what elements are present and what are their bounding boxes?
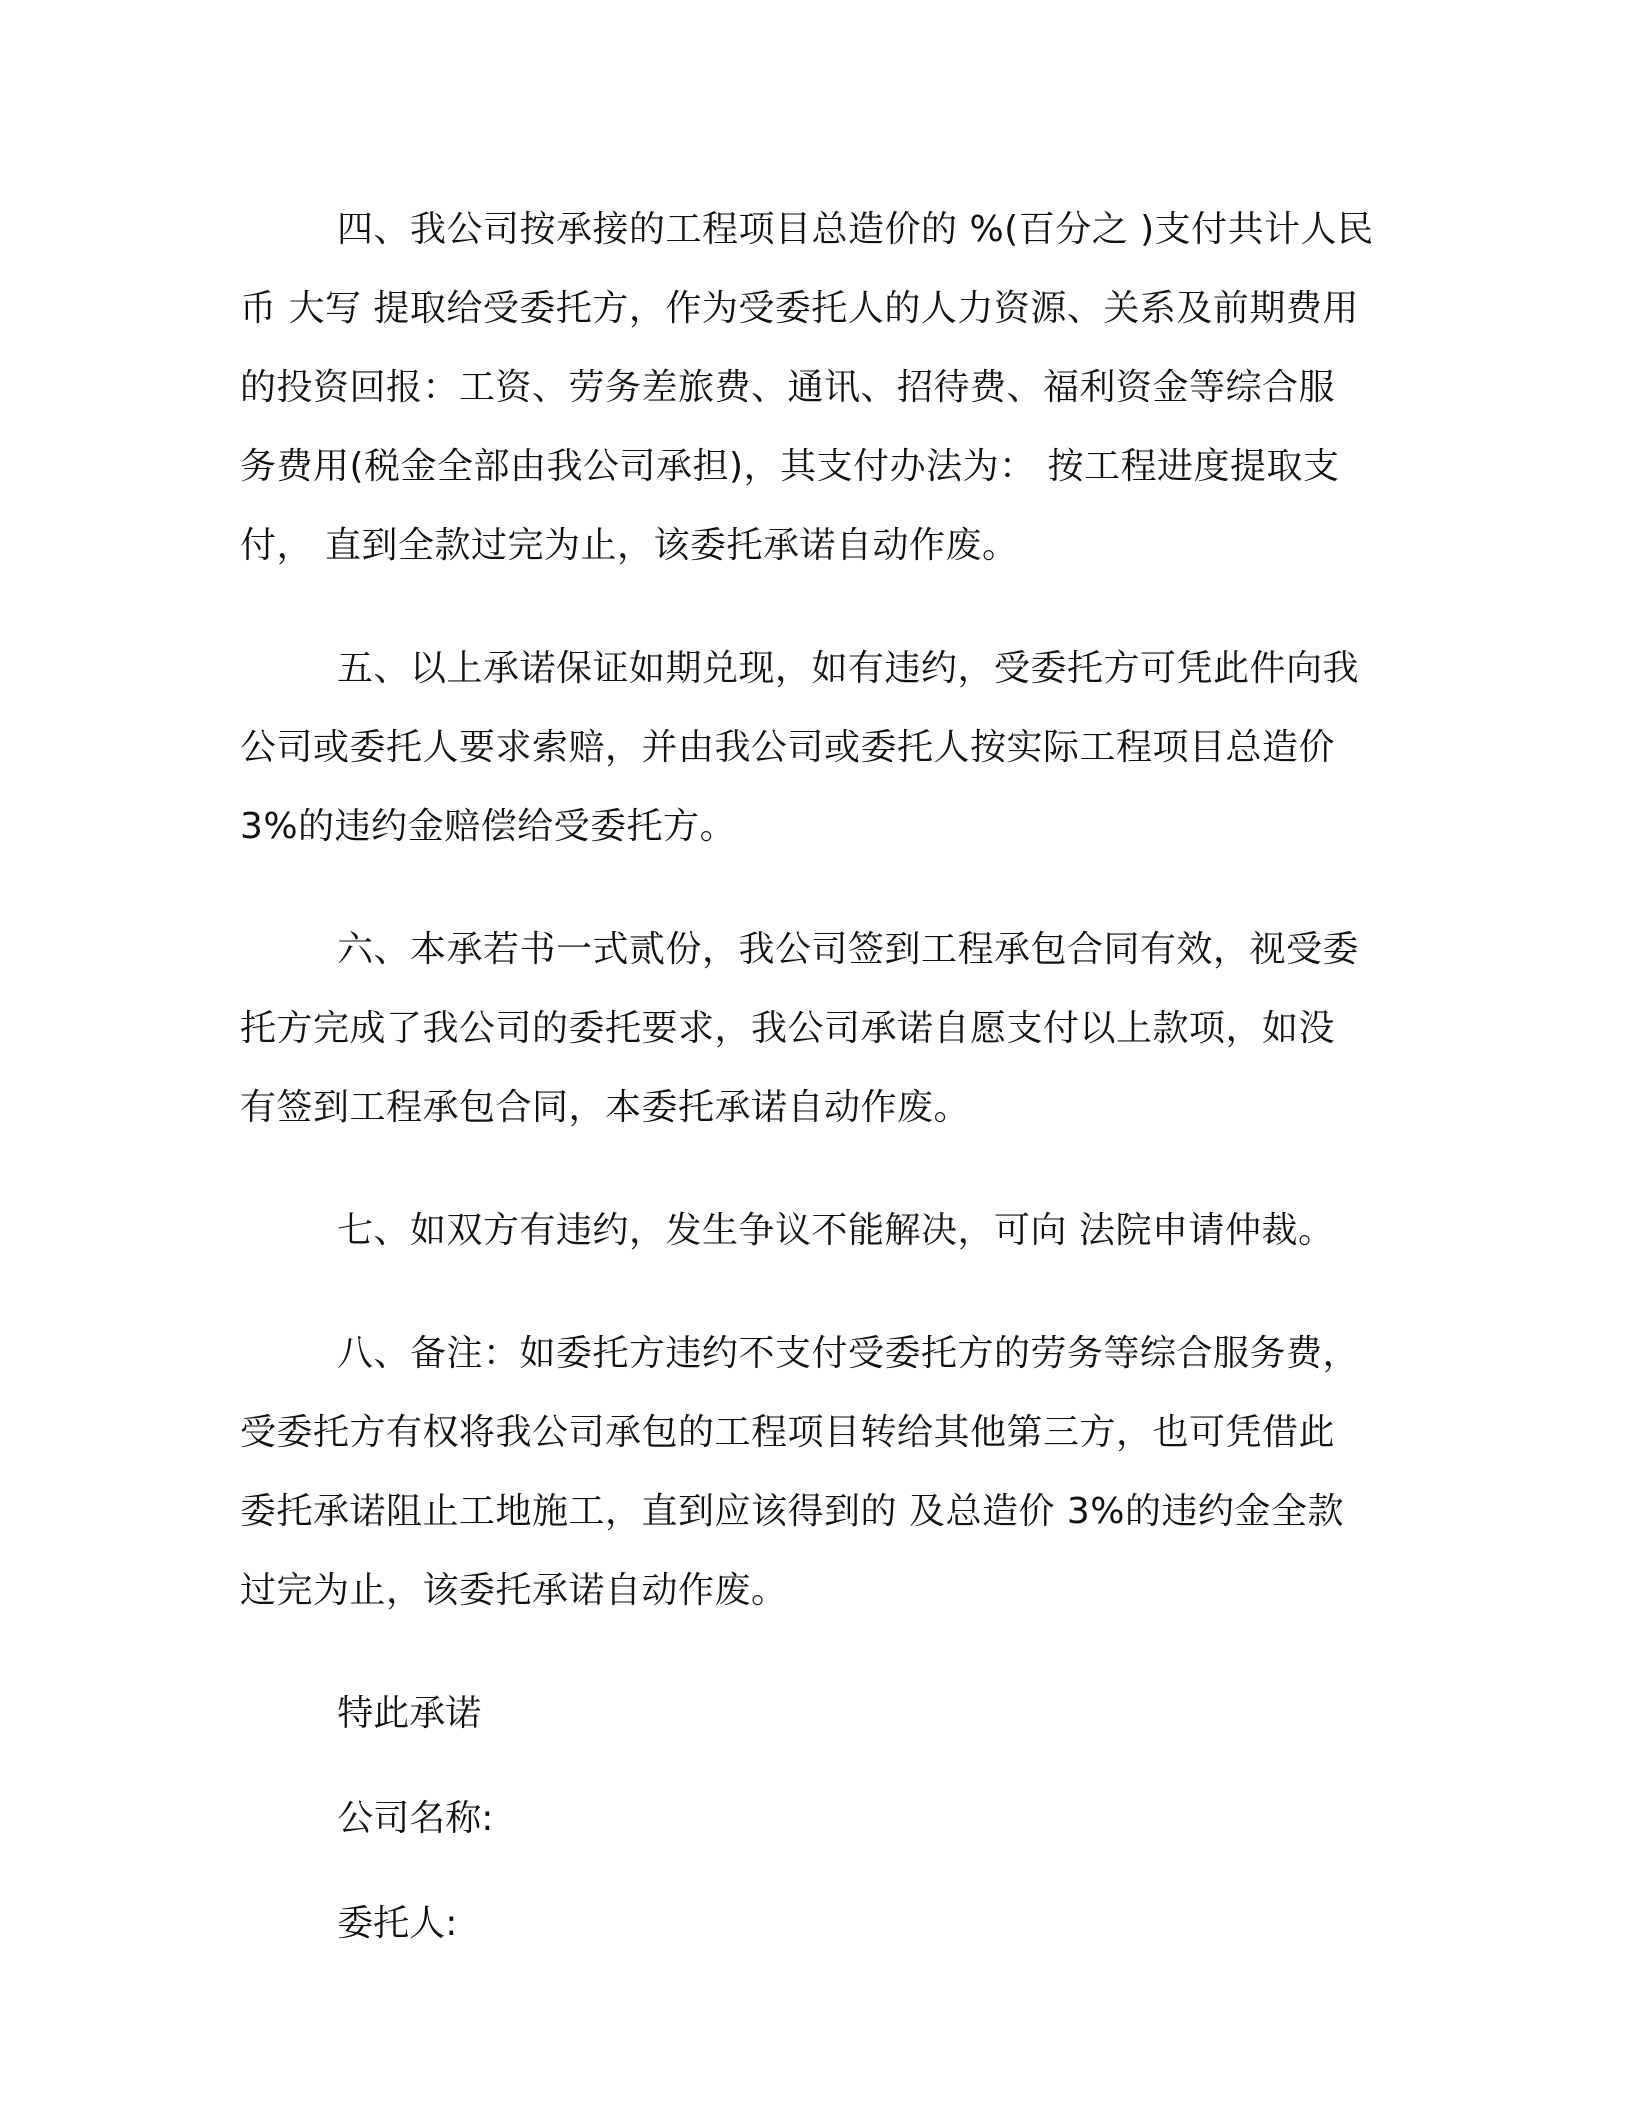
- paragraph-line: 过完为止，该委托承诺自动作废。: [240, 1570, 788, 1611]
- paragraph-line: 托方完成了我公司的委托要求，我公司承诺自愿支付以上款项，如没: [240, 1008, 1336, 1049]
- paragraph-line: 受委托方有权将我公司承包的工程项目转给其他第三方，也可凭借此: [240, 1412, 1336, 1453]
- paragraph-line: 五、以上承诺保证如期兑现，如有违约，受委托方可凭此件向我: [337, 648, 1360, 689]
- paragraph-line: 付， 直到全款过完为止，该委托承诺自动作废。: [240, 525, 1019, 566]
- paragraph-line: 务费用(税金全部由我公司承担)，其支付办法为： 按工程进度提取支: [240, 446, 1340, 487]
- paragraph-line: 公司或委托人要求索赔，并由我公司或委托人按实际工程项目总造价: [240, 727, 1336, 768]
- spacer: [240, 1753, 1390, 1779]
- paragraph-7: [240, 1191, 1390, 1270]
- company-name-label: 公司名称:: [337, 1798, 494, 1839]
- spacer: [240, 1858, 1390, 1884]
- paragraph-6: [240, 910, 1390, 1147]
- paragraph-line: 八、备注：如委托方违约不支付受委托方的劳务等综合服务费，: [337, 1333, 1360, 1374]
- paragraph-5: [240, 629, 1390, 866]
- closing-statement: 特此承诺: [337, 1693, 482, 1734]
- paragraph-line: 币 大写 提取给受委托方，作为受委托人的人力资源、关系及前期费用: [240, 288, 1359, 329]
- paragraph-line: 委托承诺阻止工地施工，直到应该得到的 及总造价 3%的违约金全款: [240, 1491, 1344, 1532]
- document-body: [240, 190, 1390, 1963]
- paragraph-line: 3%的违约金赔偿给受委托方。: [240, 806, 737, 847]
- paragraph-line: 有签到工程承包合同，本委托承诺自动作废。: [240, 1087, 971, 1128]
- paragraph-line: 四、我公司按承接的工程项目总造价的 %(百分之 )支付共计人民: [337, 209, 1374, 250]
- paragraph-line: 六、本承若书一式贰份，我公司签到工程承包合同有效，视受委: [337, 929, 1360, 970]
- principal-label: 委托人:: [337, 1903, 458, 1944]
- paragraph-8: [240, 1314, 1390, 1630]
- paragraph-4: [240, 190, 1390, 585]
- paragraph-line: 七、如双方有违约，发生争议不能解决，可向 法院申请仲裁。: [337, 1210, 1335, 1251]
- paragraph-line: 的投资回报：工资、劳务差旅费、通讯、招待费、福利资金等综合服: [240, 367, 1336, 408]
